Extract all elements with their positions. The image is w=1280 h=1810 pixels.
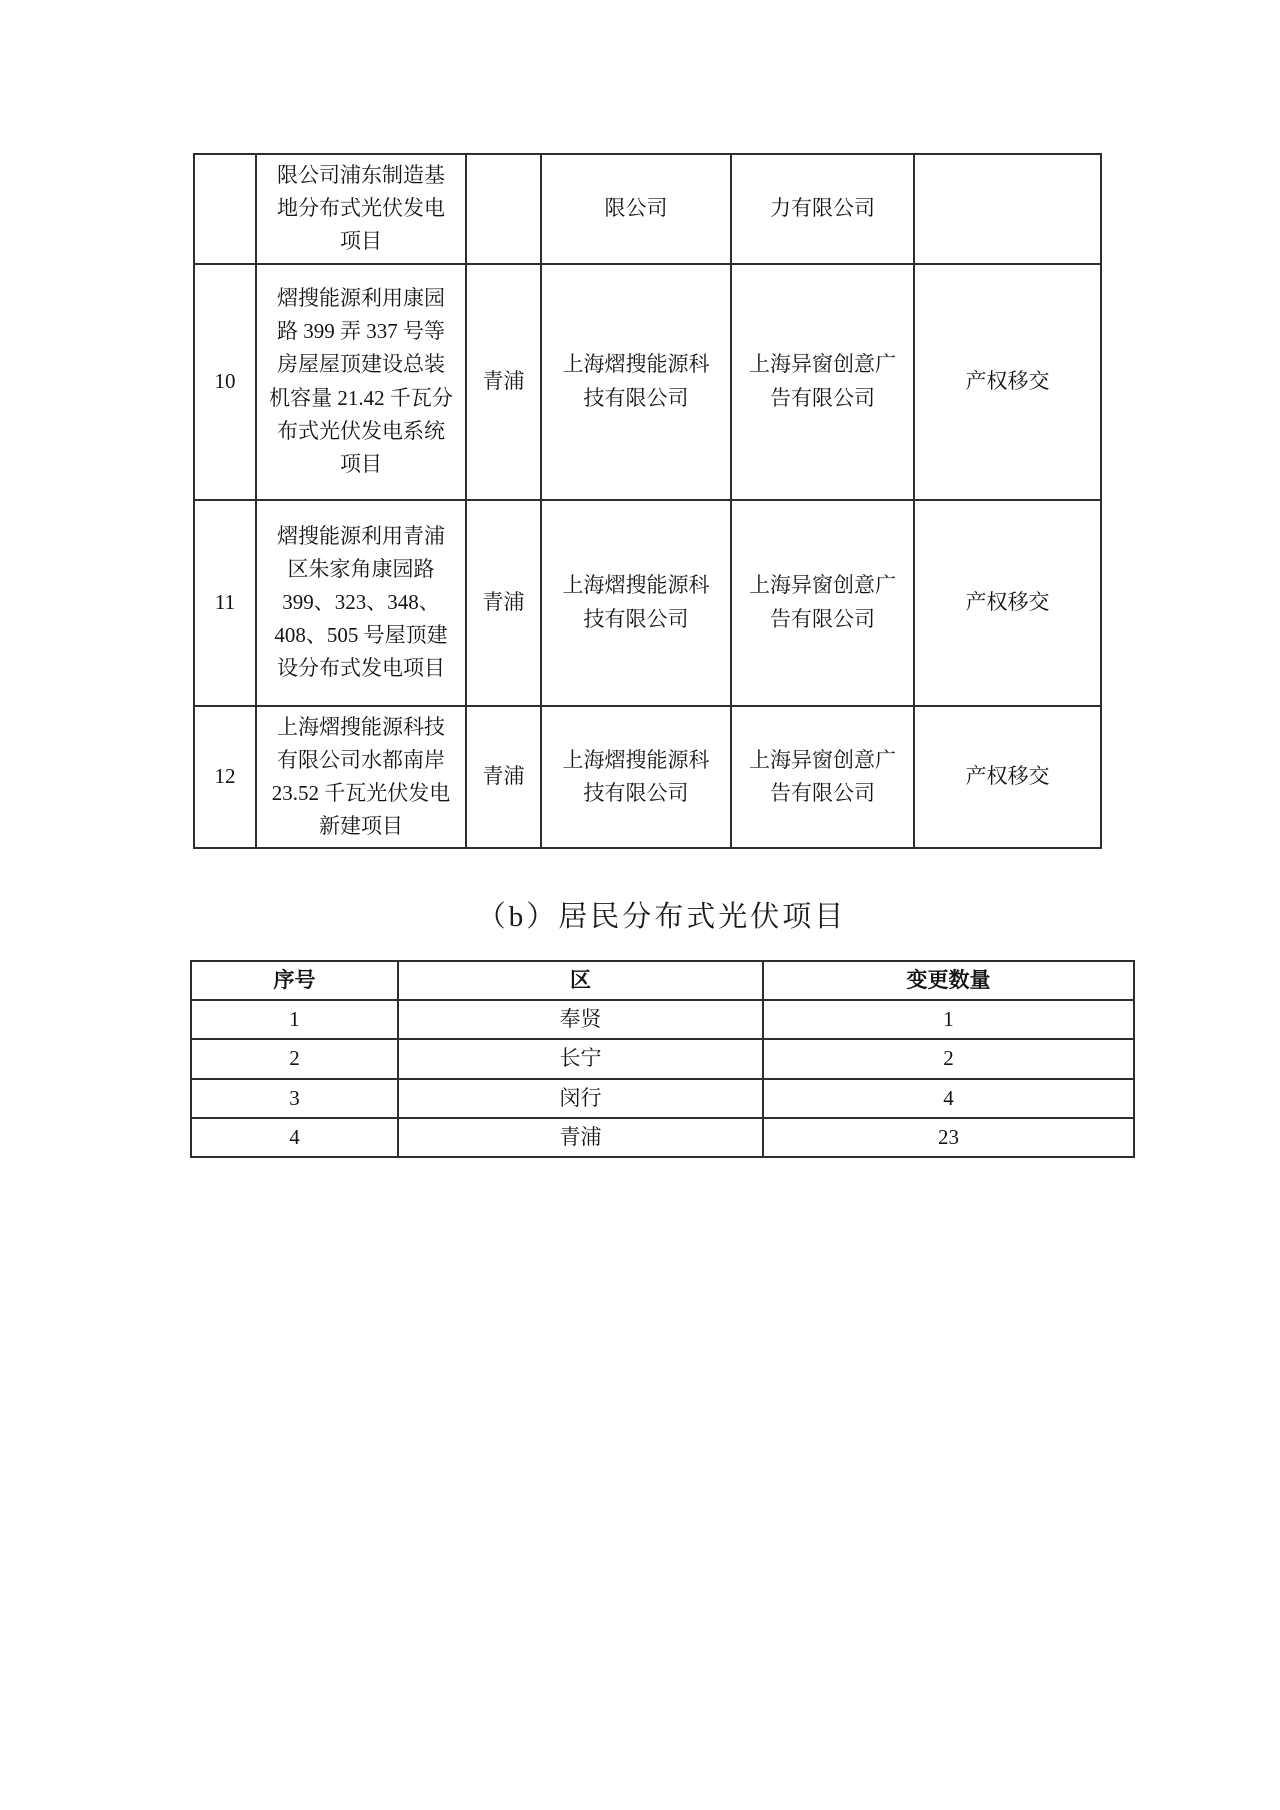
table-header-row: [191, 961, 1134, 1000]
table-row: [191, 1118, 1134, 1157]
cell-seq: 4: [191, 1118, 398, 1157]
table-row: [191, 1000, 1134, 1039]
cell-change-type: [914, 154, 1101, 264]
table-row-12: [194, 706, 1101, 849]
cell-project-name: 熠搜能源利用青浦区朱家角康园路 399、323、348、408、505 号屋顶建设分布式发电项目: [256, 500, 466, 706]
header-district: 区: [398, 961, 763, 1000]
table-row-10: [194, 264, 1101, 500]
cell-change-type: 产权移交: [914, 706, 1101, 849]
header-count: 变更数量: [763, 961, 1134, 1000]
pv-projects-table: [193, 153, 1102, 849]
cell-new-owner: 上海异窗创意广告有限公司: [731, 706, 914, 849]
cell-district: 青浦: [466, 706, 541, 849]
cell-change-type: 产权移交: [914, 264, 1101, 500]
cell-seq: 10: [194, 264, 256, 500]
cell-count: 1: [763, 1000, 1134, 1039]
cell-district: [466, 154, 541, 264]
cell-district: 青浦: [466, 264, 541, 500]
cell-new-owner: 上海异窗创意广告有限公司: [731, 500, 914, 706]
table-row-11: [194, 500, 1101, 706]
table-row-continuation: [194, 154, 1101, 264]
cell-district: 青浦: [398, 1118, 763, 1157]
cell-district: 青浦: [466, 500, 541, 706]
cell-district: 闵行: [398, 1079, 763, 1118]
cell-seq: 12: [194, 706, 256, 849]
section-b-title: （b）居民分布式光伏项目: [476, 901, 847, 933]
table-row: [191, 1079, 1134, 1118]
cell-project-name: 限公司浦东制造基地分布式光伏发电项目: [256, 154, 466, 264]
cell-count: 4: [763, 1079, 1134, 1118]
cell-seq: 11: [194, 500, 256, 706]
cell-district: 奉贤: [398, 1000, 763, 1039]
cell-new-owner: 上海异窗创意广告有限公司: [731, 264, 914, 500]
cell-seq: 2: [191, 1039, 398, 1078]
header-seq: 序号: [191, 961, 398, 1000]
residential-pv-table: [190, 960, 1135, 1158]
cell-project-name: 熠搜能源利用康园路 399 弄 337 号等房屋屋顶建设总装机容量 21.42 千瓦分布式光伏发电系统项目: [256, 264, 466, 500]
cell-count: 23: [763, 1118, 1134, 1157]
cell-seq: 1: [191, 1000, 398, 1039]
cell-original-owner: 上海熠搜能源科技有限公司: [541, 264, 731, 500]
cell-original-owner: 限公司: [541, 154, 731, 264]
cell-seq: [194, 154, 256, 264]
cell-original-owner: 上海熠搜能源科技有限公司: [541, 706, 731, 849]
cell-project-name: 上海熠搜能源科技有限公司水都南岸23.52 千瓦光伏发电新建项目: [256, 706, 466, 849]
cell-new-owner: 力有限公司: [731, 154, 914, 264]
cell-district: 长宁: [398, 1039, 763, 1078]
cell-original-owner: 上海熠搜能源科技有限公司: [541, 500, 731, 706]
cell-seq: 3: [191, 1079, 398, 1118]
cell-change-type: 产权移交: [914, 500, 1101, 706]
cell-count: 2: [763, 1039, 1134, 1078]
table-row: [191, 1039, 1134, 1078]
